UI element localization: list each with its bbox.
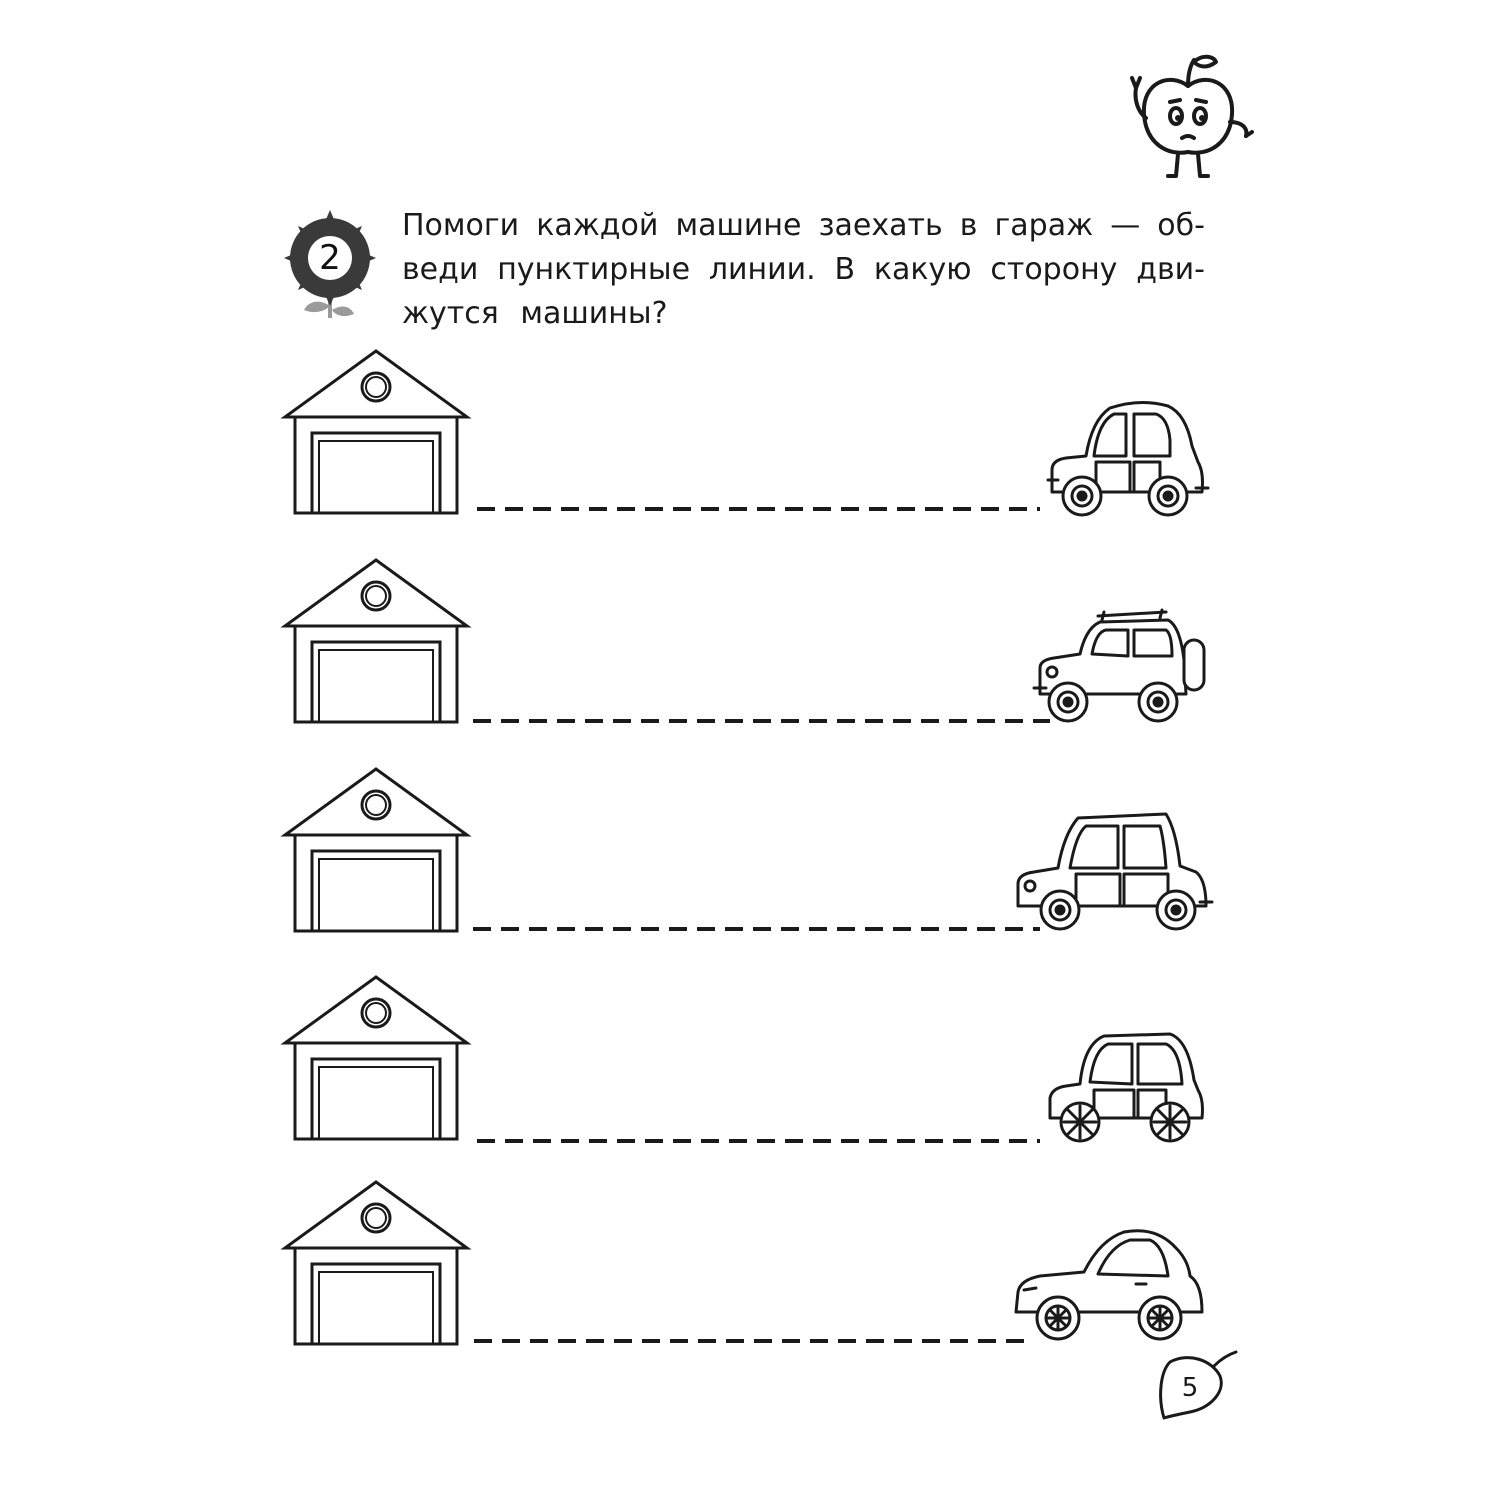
page-number: 5 xyxy=(1181,1373,1199,1403)
row-4 xyxy=(285,977,1203,1141)
row-5 xyxy=(285,1182,1202,1344)
row-1 xyxy=(285,351,1208,515)
garage-icon xyxy=(285,977,467,1139)
row-2 xyxy=(285,560,1204,722)
garage-icon xyxy=(285,769,467,931)
instruction-line-3: жутся машины? xyxy=(402,296,668,331)
instruction-line-2: веди пунктирные линии. В какую сторону дви- xyxy=(402,252,1205,287)
garage-icon xyxy=(285,1182,467,1344)
car-hatchback-icon xyxy=(1048,402,1208,515)
car-sedan-icon xyxy=(1018,814,1212,929)
instruction-line-1: Помоги каждой машине заехать в гараж — об- xyxy=(402,208,1205,243)
row-3 xyxy=(285,769,1212,931)
task-number: 2 xyxy=(319,238,341,278)
garage-icon xyxy=(285,351,467,513)
car-suv-icon xyxy=(1034,610,1204,721)
car-compact-icon xyxy=(1050,1034,1203,1141)
garage-icon xyxy=(285,560,467,722)
car-sport-icon xyxy=(1016,1231,1202,1339)
